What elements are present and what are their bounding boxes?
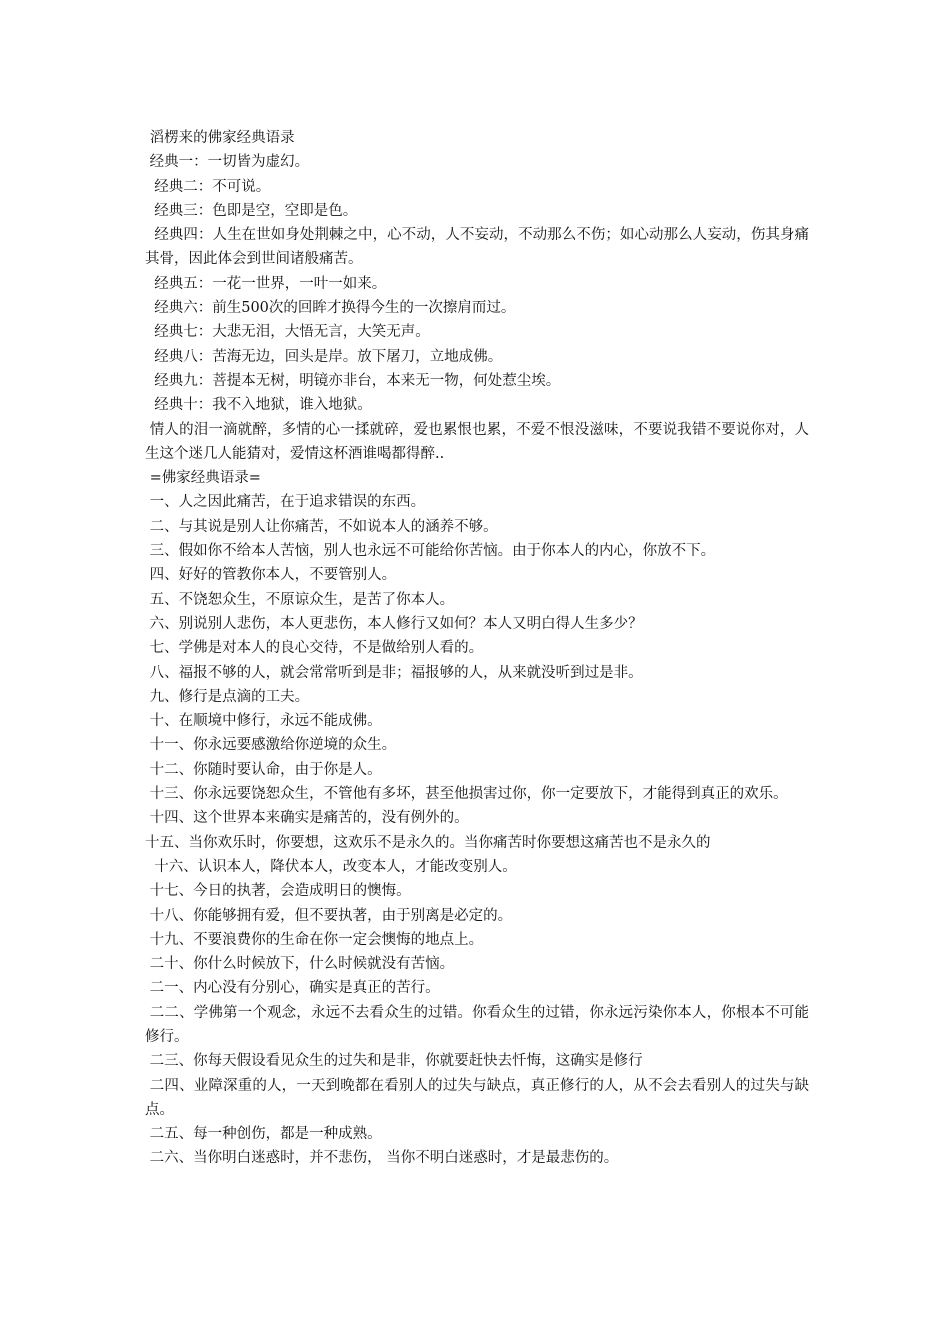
quote-line: 十九、不要浪费你的生命在你一定会懊悔的地点上。: [145, 931, 484, 948]
quote-line: 经典六：前生500次的回眸才换得今生的一次擦肩而过。: [145, 300, 516, 317]
quote-line: 情人的泪一滴就醉，多情的心一揉就碎，爱也累恨也累，不爱不恨没滋味，不要说我错不要说你对，人生这个迷几人能猜对，爱情这杯酒谁喝都得醉..: [145, 421, 809, 462]
quote-line: 三、假如你不给本人苦恼，别人也永远不可能给你苦恼。由于你本人的内心，你放不下。: [145, 543, 716, 560]
quote-line: 七、学佛是对本人的良心交待，不是做给别人看的。: [145, 640, 484, 657]
quote-line: 二十、你什么时候放下，什么时候就没有苦恼。: [145, 956, 455, 973]
section-heading: =佛家经典语录=: [145, 470, 261, 487]
quote-line: 经典一：一切皆为虚幻。: [145, 154, 310, 171]
quote-line: 八、福报不够的人，就会常常听到是非；福报够的人，从来就没听到过是非。: [145, 664, 643, 681]
quote-line: 十六、认识本人，降伏本人，改变本人，才能改变别人。: [145, 858, 517, 875]
quote-line: 六、别说别人悲伤，本人更悲伤，本人修行又如何？本人又明白得人生多少？: [145, 615, 643, 632]
quote-line: 一、人之因此痛苦，在于追求错误的东西。: [145, 494, 426, 511]
quote-line: 二一、内心没有分别心，确实是真正的苦行。: [145, 980, 440, 997]
quote-line: 四、好好的管教你本人，不要管别人。: [145, 567, 397, 584]
quote-line: 经典四：人生在世如身处荆棘之中，心不动，人不妄动，不动那么不伤；如心动那么人妄动，伤其身痛其骨，因此体会到世间诸般痛苦。: [145, 227, 810, 268]
quote-line: 经典九：菩提本无树，明镜亦非台，本来无一物，何处惹尘埃。: [145, 372, 561, 389]
quote-line: 十一、你永远要感激给你逆境的众生。: [145, 737, 397, 754]
quote-line: 二五、每一种创伤，都是一种成熟。: [145, 1126, 382, 1143]
quote-line: 二、与其说是别人让你痛苦，不如说本人的涵养不够。: [145, 518, 498, 535]
quote-line: 十七、今日的执著，会造成明日的懊悔。: [145, 883, 411, 900]
quote-line: 经典十：我不入地狱，谁入地狱。: [145, 397, 372, 414]
quote-line: 九、修行是点滴的工夫。: [145, 688, 310, 705]
quote-line: 十三、你永远要饶恕众生，不管他有多坏，甚至他损害过你，你一定要放下，才能得到真正的欢乐。: [145, 786, 788, 803]
quote-line: 五、不饶恕众生，不原谅众生，是苦了你本人。: [145, 591, 455, 608]
quote-line: 二六、当你明白迷惑时，并不悲伤， 当你不明白迷惑时，才是最悲伤的。: [145, 1150, 619, 1167]
quote-line: 经典七：大悲无泪，大悟无言，大笑无声。: [145, 324, 430, 341]
quote-line: 十二、你随时要认命，由于你是人。: [145, 761, 382, 778]
quote-line: 经典三：色即是空，空即是色。: [145, 202, 358, 219]
quote-line: 二四、业障深重的人，一天到晚都在看别人的过失与缺点，真正修行的人，从不会去看别人的过失与缺点。: [145, 1077, 809, 1118]
quote-line: 十四、这个世界本来确实是痛苦的，没有例外的。: [145, 810, 469, 827]
quote-line: 二二、学佛第一个观念，永远不去看众生的过错。你看众生的过错，你永远污染你本人，你根本不可能修行。: [145, 1004, 809, 1045]
quote-line: 十、在顺境中修行，永远不能成佛。: [145, 713, 382, 730]
quote-line: 二三、你每天假设看见众生的过失和是非，你就要赶快去忏悔，这确实是修行: [145, 1053, 643, 1070]
document-body: [145, 126, 809, 1171]
quote-line: 十八、你能够拥有爱，但不要执著，由于别离是必定的。: [145, 907, 513, 924]
quote-line: 经典八：苦海无边，回头是岸。放下屠刀，立地成佛。: [145, 348, 503, 365]
document-title: 滔楞来的佛家经典语录: [145, 130, 295, 146]
quote-line: 经典二：不可说。: [145, 178, 271, 195]
quote-line: 经典五：一花一世界，一叶一如来。: [145, 275, 387, 292]
quote-line: 十五、当你欢乐时，你要想，这欢乐不是永久的。当你痛苦时你要想这痛苦也不是永久的: [145, 834, 711, 851]
